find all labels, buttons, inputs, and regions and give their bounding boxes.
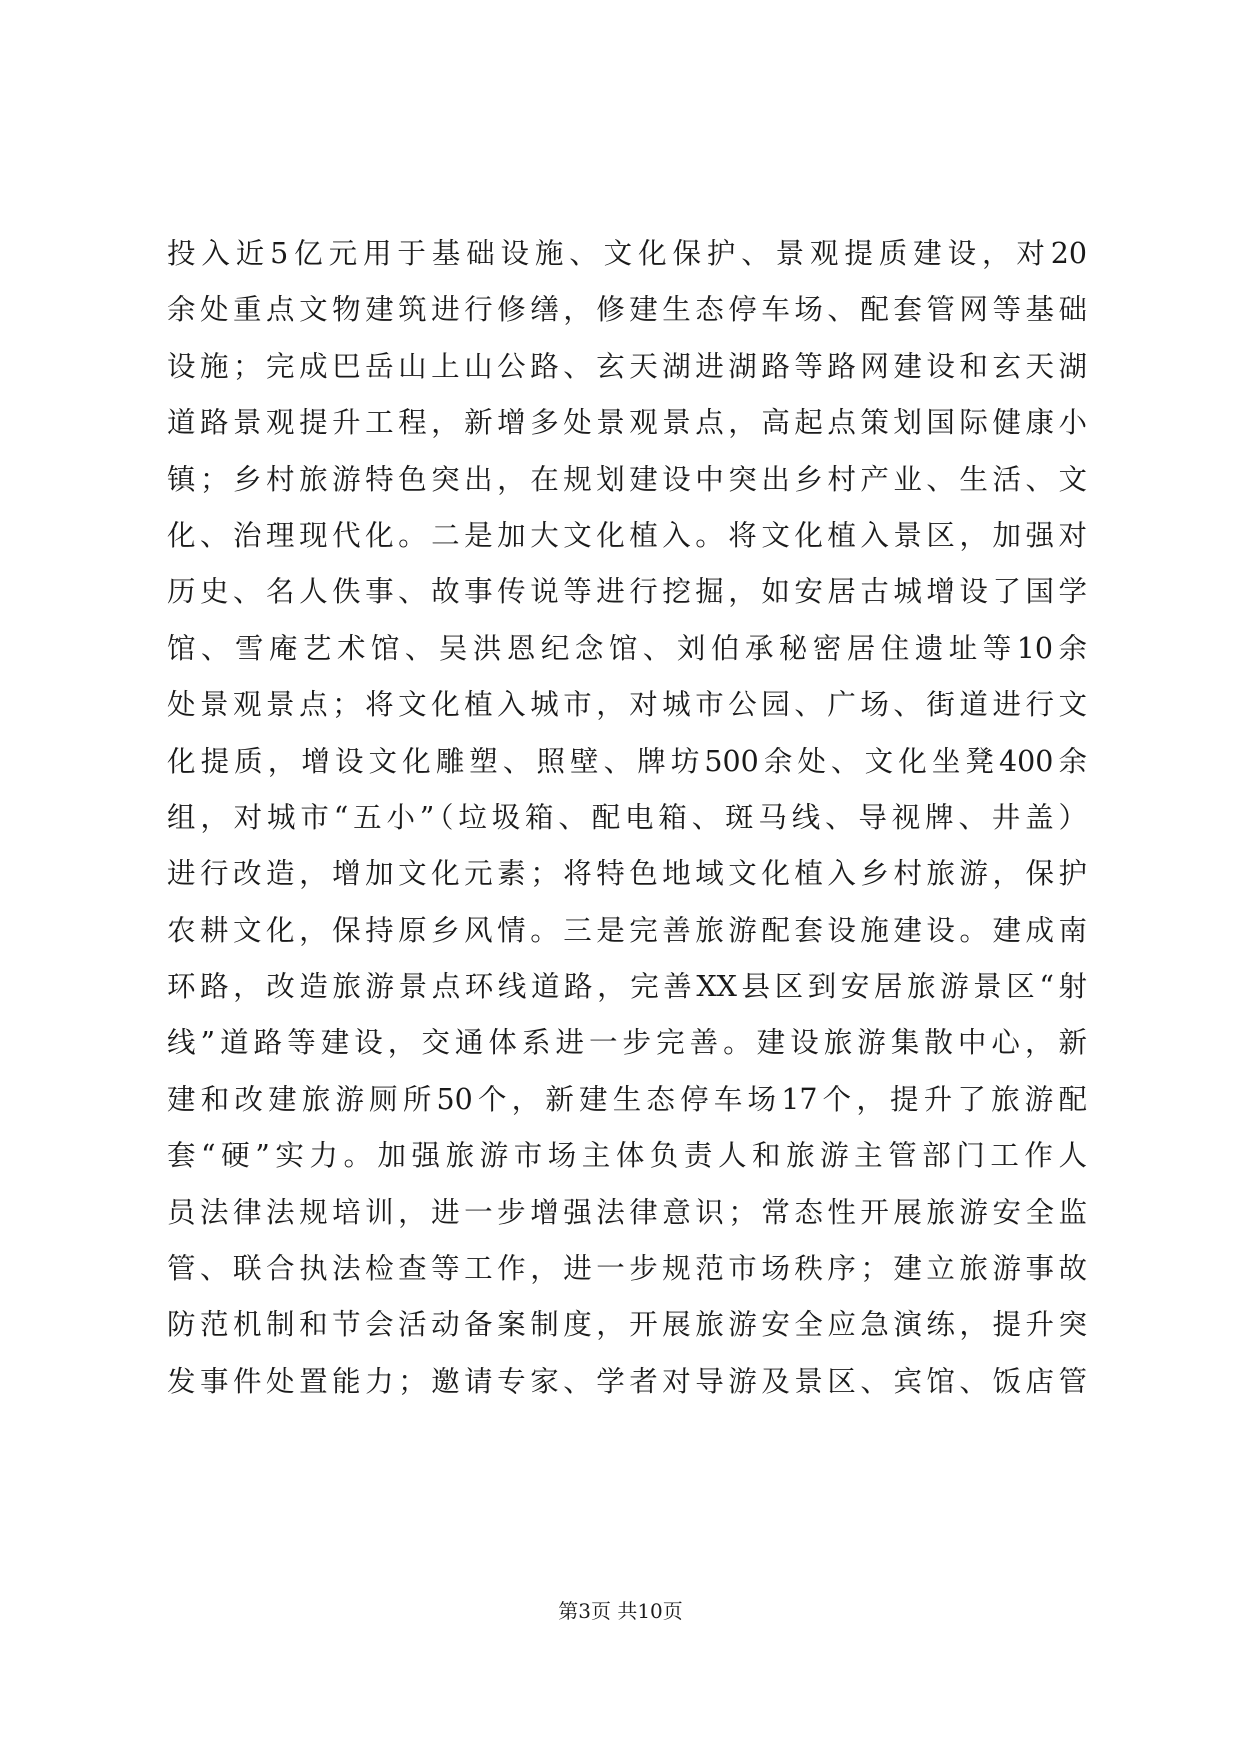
text-line: 进行改造，增加文化元素；将特色地域文化植入乡村旅游，保护 xyxy=(167,857,1087,891)
text-line: 环路，改造旅游景点环线道路，完善XX县区到安居旅游景区“射 xyxy=(167,970,1087,1004)
text-line: 管、联合执法检查等工作，进一步规范市场秩序；建立旅游事故 xyxy=(167,1252,1087,1286)
text-line: 余处重点文物建筑进行修缮，修建生态停车场、配套管网等基础 xyxy=(167,293,1087,327)
text-line: 防范机制和节会活动备案制度，开展旅游安全应急演练，提升突 xyxy=(167,1308,1087,1342)
text-line: 组，对城市“五小”（垃圾箱、配电箱、斑马线、导视牌、井盖） xyxy=(167,800,1087,834)
text-line: 员法律法规培训，进一步增强法律意识；常态性开展旅游安全监 xyxy=(167,1195,1087,1229)
page-footer xyxy=(0,1599,1241,1623)
text-line: 道路景观提升工程，新增多处景观景点，高起点策划国际健康小 xyxy=(167,406,1087,440)
page-number-label: 第3页 共10页 xyxy=(558,1599,683,1623)
text-line: 历史、名人佚事、故事传说等进行挖掘，如安居古城增设了国学 xyxy=(167,575,1087,609)
text-line: 投入近5亿元用于基础设施、文化保护、景观提质建设，对20 xyxy=(167,237,1087,270)
text-line: 线”道路等建设，交通体系进一步完善。建设旅游集散中心，新 xyxy=(167,1026,1087,1060)
text-line: 镇；乡村旅游特色突出，在规划建设中突出乡村产业、生活、文 xyxy=(167,462,1087,496)
text-line: 农耕文化，保持原乡风情。三是完善旅游配套设施建设。建成南 xyxy=(167,913,1087,947)
text-line: 馆、雪庵艺术馆、吴洪恩纪念馆、刘伯承秘密居住遗址等10余 xyxy=(167,631,1087,665)
text-line: 设施；完成巴岳山上山公路、玄天湖进湖路等路网建设和玄天湖 xyxy=(167,349,1087,383)
body-paragraph xyxy=(167,226,1087,1410)
text-line: 化、治理现代化。二是加大文化植入。将文化植入景区，加强对 xyxy=(167,518,1087,552)
text-line: 建和改建旅游厕所50个，新建生态停车场17个，提升了旅游配 xyxy=(167,1082,1087,1116)
text-line: 化提质，增设文化雕塑、照壁、牌坊500余处、文化坐凳400余 xyxy=(167,744,1087,778)
text-line: 发事件处置能力；邀请专家、学者对导游及景区、宾馆、饭店管 xyxy=(167,1364,1087,1398)
text-line: 套“硬”实力。加强旅游市场主体负责人和旅游主管部门工作人 xyxy=(167,1139,1087,1173)
text-line: 处景观景点；将文化植入城市，对城市公园、广场、街道进行文 xyxy=(167,688,1087,722)
